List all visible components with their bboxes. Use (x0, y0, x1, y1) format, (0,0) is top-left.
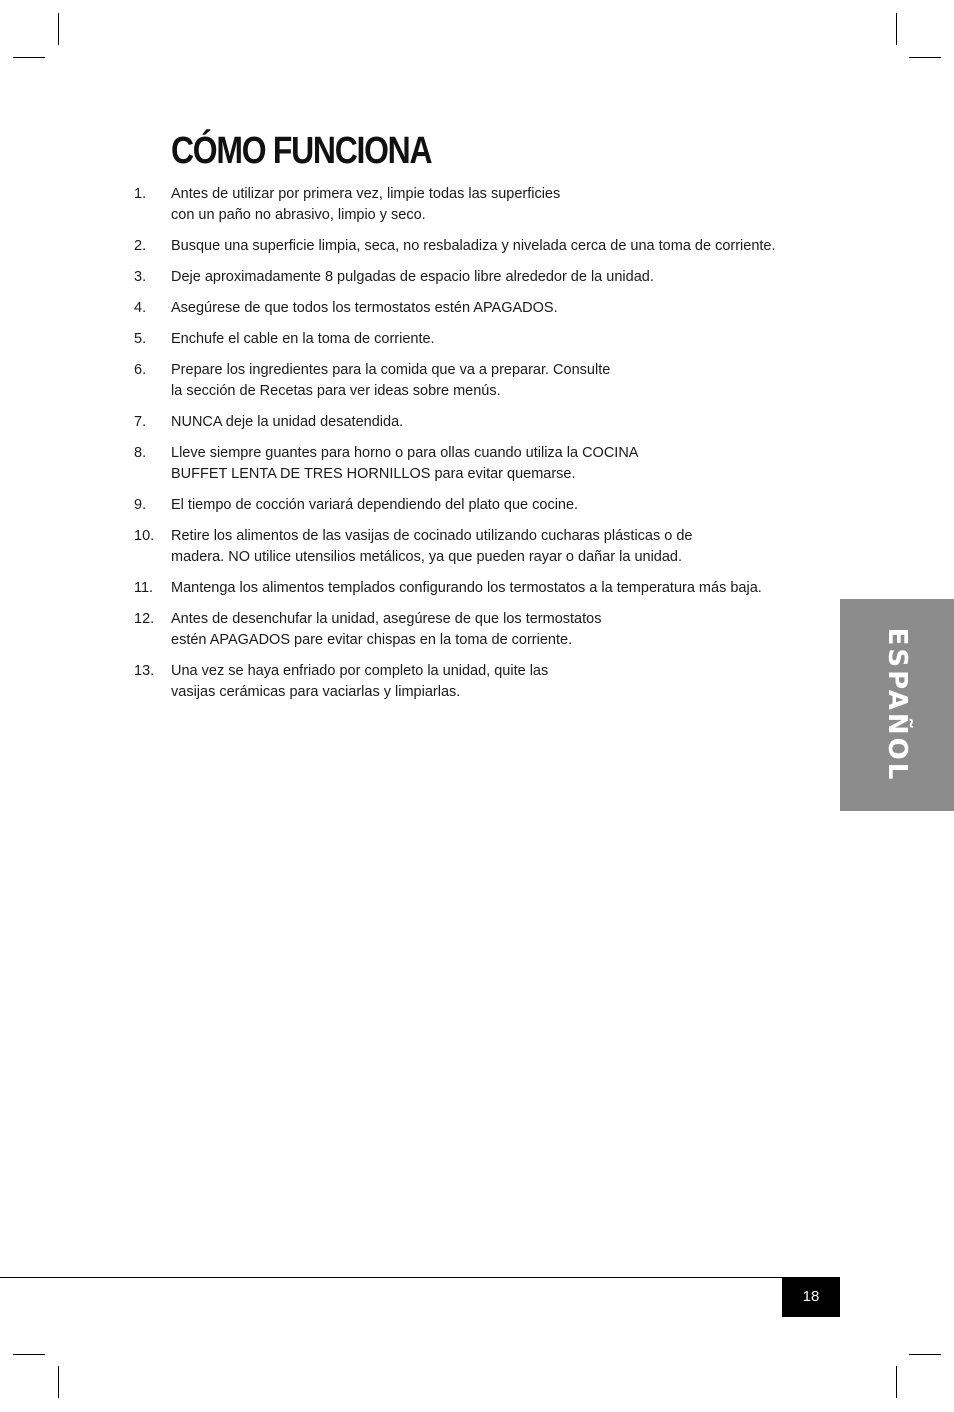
list-item (134, 609, 834, 651)
step-text: Enchufe el cable en la toma de corriente. (171, 331, 435, 347)
list-item (134, 661, 834, 703)
step-number: 6. (134, 362, 147, 378)
language-tab-label: ESPAÑOL (882, 627, 912, 783)
list-item (134, 298, 834, 319)
step-number: 1. (134, 186, 147, 202)
page-number: 18 (782, 1277, 840, 1317)
step-number: 2. (134, 238, 147, 254)
list-item (134, 267, 834, 288)
step-number: 12. (134, 611, 155, 627)
instruction-list (134, 184, 834, 713)
language-tab (840, 599, 954, 811)
step-text: Prepare los ingredientes para la comida que va a preparar. Consulte la sección de Recetas para ver ideas sobre menús. (171, 362, 611, 399)
list-item (134, 495, 834, 516)
list-item (134, 236, 834, 257)
list-item (134, 329, 834, 350)
step-number: 9. (134, 497, 147, 513)
list-item (134, 443, 834, 485)
crop-mark (13, 1354, 45, 1355)
list-item (134, 412, 834, 433)
list-item (134, 578, 834, 599)
list-item (134, 360, 834, 402)
crop-mark (909, 57, 941, 58)
step-number: 10. (134, 528, 155, 544)
step-number: 11. (134, 580, 154, 596)
step-text: Asegúrese de que todos los termostatos estén APAGADOS. (171, 300, 558, 316)
step-text: Mantenga los alimentos templados configurando los termostatos a la temperatura más baja. (171, 580, 762, 596)
step-text: Retire los alimentos de las vasijas de cocinado utilizando cucharas plásticas o de madera. NO utilice utensilios metálicos, ya que pueden rayar o dañar la unidad. (171, 528, 693, 565)
crop-mark (896, 1366, 897, 1398)
step-number: 7. (134, 414, 147, 430)
step-text: Deje aproximadamente 8 pulgadas de espacio libre alrededor de la unidad. (171, 269, 654, 285)
list-item (134, 184, 834, 226)
step-number: 5. (134, 331, 147, 347)
step-number: 13. (134, 663, 155, 679)
step-number: 3. (134, 269, 147, 285)
step-text: Busque una superficie limpia, seca, no resbaladiza y nivelada cerca de una toma de corriente. (171, 238, 776, 254)
page-title: CÓMO FUNCIONA (171, 130, 432, 172)
step-number: 4. (134, 300, 147, 316)
step-text: El tiempo de cocción variará dependiendo del plato que cocine. (171, 497, 579, 513)
step-number: 8. (134, 445, 147, 461)
step-text: Antes de desenchufar la unidad, asegúrese de que los termostatos estén APAGADOS pare evitar chispas en la toma de corriente. (171, 611, 602, 648)
crop-mark (909, 1354, 941, 1355)
crop-mark (896, 13, 897, 45)
crop-mark (58, 13, 59, 45)
crop-mark (13, 57, 45, 58)
crop-mark (58, 1366, 59, 1398)
step-text: NUNCA deje la unidad desatendida. (171, 414, 404, 430)
step-text: Una vez se haya enfriado por completo la unidad, quite las vasijas cerámicas para vaciarlas y limpiarlas. (171, 663, 549, 700)
step-text: Lleve siempre guantes para horno o para ollas cuando utiliza la COCINA BUFFET LENTA DE TRES HORNILLOS para evitar quemarse. (171, 445, 639, 482)
list-item (134, 526, 834, 568)
step-text: Antes de utilizar por primera vez, limpie todas las superficies con un paño no abrasivo, limpio y seco. (171, 186, 561, 223)
footer-divider (0, 1277, 840, 1278)
